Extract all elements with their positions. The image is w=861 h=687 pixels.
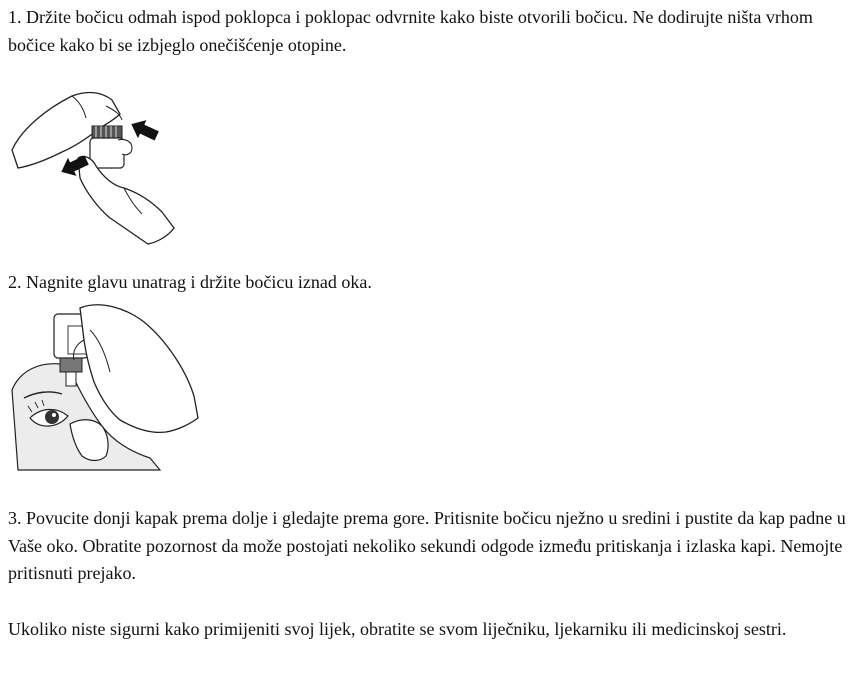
hands-opening-bottle-illustration — [10, 88, 185, 248]
lower-hand — [78, 156, 174, 244]
advice-note-text: Ukoliko niste sigurni kako primijeniti svoj lijek, obratite se svom liječniku, ljekarniku ili medicinskoj sestri. — [8, 619, 787, 639]
hand-holding-bottle-over-eye-illustration — [10, 300, 200, 475]
step-1-text: 1. Držite bočicu odmah ispod poklopca i poklopac odvrnite kako biste otvorili bočicu. Ne dodirujte ništa vrhom bočice kako bi se izbjeglo onečišćenje otopine. — [8, 7, 813, 55]
hand — [80, 305, 198, 433]
step-2-text: 2. Nagnite glavu unatrag i držite bočicu iznad oka. — [8, 272, 372, 292]
step-3-text: 3. Povucite donji kapak prema dolje i gledajte prema gore. Pritisnite bočicu nježno u sredini i pustite da kap padne u Vaše oko. Obratite pozornost da može postojati nekoliko sekundi odgode između pritiskanja i izlaska kapi. Nemojte pritisnuti prejako. — [8, 508, 846, 583]
arrow-left-icon — [127, 115, 161, 145]
bottle-tip — [66, 372, 76, 386]
bottle-neck — [60, 358, 82, 372]
